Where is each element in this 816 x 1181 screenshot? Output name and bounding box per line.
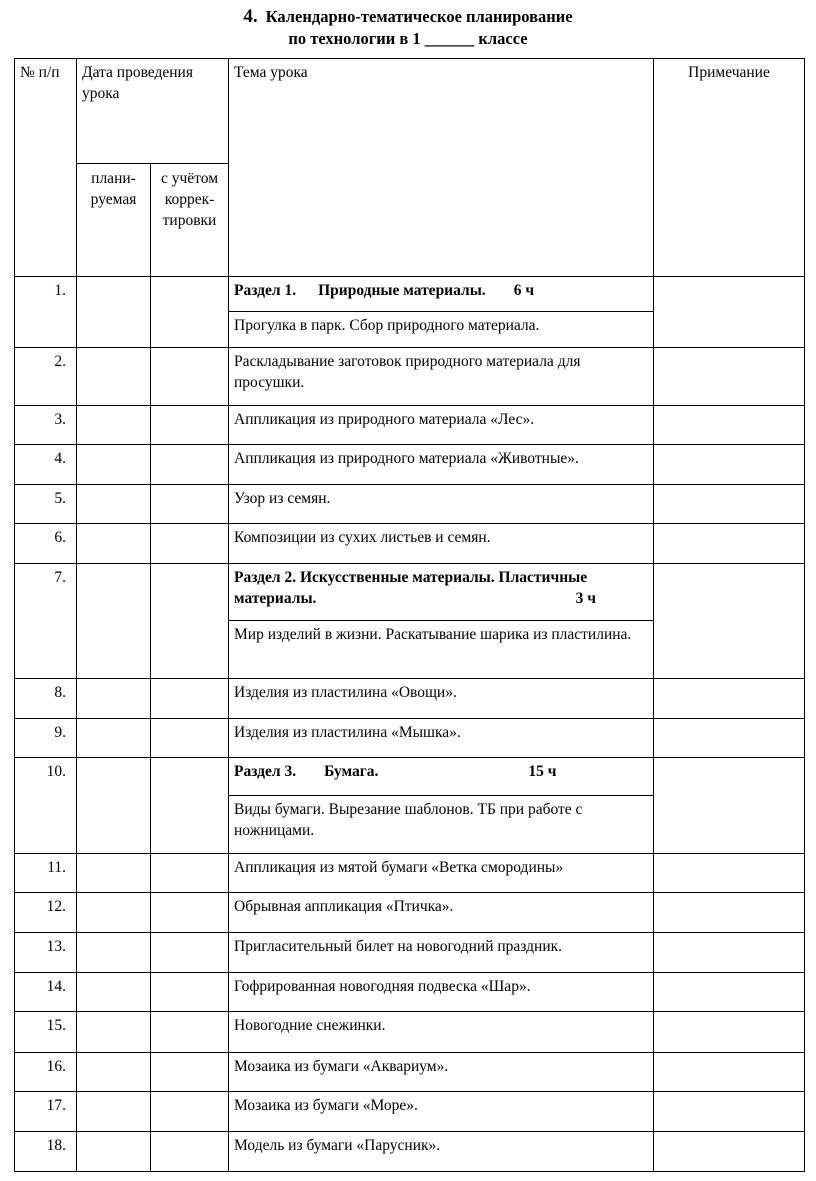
note-cell xyxy=(654,1092,805,1132)
note-cell xyxy=(654,933,805,973)
date-corrected-cell xyxy=(151,445,229,485)
row-num: 6. xyxy=(15,524,77,564)
date-planned-cell xyxy=(77,758,151,854)
section-name: Природные материалы. xyxy=(318,282,486,299)
date-planned-cell xyxy=(77,406,151,445)
section-heading xyxy=(229,277,654,312)
section-name: Бумага. xyxy=(324,763,379,780)
date-corrected-cell xyxy=(151,1012,229,1053)
row-num: 8. xyxy=(15,679,77,719)
table-row xyxy=(15,1012,805,1053)
row-topic: Прогулка в парк. Сбор природного материала. xyxy=(229,312,654,348)
date-planned-cell xyxy=(77,524,151,564)
date-planned-cell xyxy=(77,1053,151,1092)
row-num: 7. xyxy=(15,564,77,679)
section-hours: 3 ч xyxy=(575,590,597,607)
date-corrected-cell xyxy=(151,348,229,406)
date-corrected-cell xyxy=(151,1053,229,1092)
table-row xyxy=(15,679,805,719)
section-label: Раздел 2. xyxy=(234,569,297,586)
row-topic: Модель из бумаги «Парусник». xyxy=(229,1132,654,1172)
date-planned-cell xyxy=(77,485,151,524)
table-row xyxy=(15,406,805,445)
section-label: Раздел 1. xyxy=(234,282,297,299)
date-planned-cell xyxy=(77,893,151,933)
date-planned-cell xyxy=(77,679,151,719)
date-planned-cell xyxy=(77,973,151,1012)
table-row xyxy=(15,973,805,1012)
note-cell xyxy=(654,679,805,719)
table-row xyxy=(15,1132,805,1172)
date-planned-cell xyxy=(77,719,151,758)
note-cell xyxy=(654,893,805,933)
table-row xyxy=(15,524,805,564)
table-row xyxy=(15,485,805,524)
table-row xyxy=(15,854,805,893)
table-row xyxy=(15,1053,805,1092)
header-date-planned: плани-руемая xyxy=(77,164,151,277)
note-cell xyxy=(654,854,805,893)
row-num: 12. xyxy=(15,893,77,933)
document-title xyxy=(0,6,816,50)
section-heading xyxy=(229,758,654,796)
row-num: 4. xyxy=(15,445,77,485)
header-date: Дата проведения урока xyxy=(77,59,229,164)
date-corrected-cell xyxy=(151,893,229,933)
date-corrected-cell xyxy=(151,1092,229,1132)
note-cell xyxy=(654,758,805,854)
row-num: 17. xyxy=(15,1092,77,1132)
table-row xyxy=(15,348,805,406)
row-topic: Виды бумаги. Вырезание шаблонов. ТБ при работе с ножницами. xyxy=(229,796,654,854)
note-cell xyxy=(654,1132,805,1172)
row-num: 10. xyxy=(15,758,77,854)
date-corrected-cell xyxy=(151,406,229,445)
date-corrected-cell xyxy=(151,758,229,854)
lesson-plan-table xyxy=(14,58,805,1172)
row-topic: Гофрированная новогодняя подвеска «Шар». xyxy=(229,973,654,1012)
date-planned-cell xyxy=(77,1132,151,1172)
note-cell xyxy=(654,445,805,485)
row-num: 14. xyxy=(15,973,77,1012)
note-cell xyxy=(654,485,805,524)
table-row xyxy=(15,277,805,312)
date-corrected-cell xyxy=(151,485,229,524)
note-cell xyxy=(654,524,805,564)
date-planned-cell xyxy=(77,348,151,406)
row-num: 18. xyxy=(15,1132,77,1172)
row-num: 5. xyxy=(15,485,77,524)
date-corrected-cell xyxy=(151,1132,229,1172)
section-label: Раздел 3. xyxy=(234,763,297,780)
row-topic: Мозаика из бумаги «Море». xyxy=(229,1092,654,1132)
note-cell xyxy=(654,1053,805,1092)
date-corrected-cell xyxy=(151,524,229,564)
note-cell xyxy=(654,719,805,758)
date-corrected-cell xyxy=(151,679,229,719)
date-planned-cell xyxy=(77,933,151,973)
row-num: 11. xyxy=(15,854,77,893)
section-hours: 15 ч xyxy=(528,763,557,780)
row-num: 2. xyxy=(15,348,77,406)
row-num: 3. xyxy=(15,406,77,445)
section-name: Искусственные материалы. Пластичные материалы. xyxy=(234,569,588,607)
date-planned-cell xyxy=(77,1012,151,1053)
row-topic: Пригласительный билет на новогодний праздник. xyxy=(229,933,654,973)
date-planned-cell xyxy=(77,1092,151,1132)
table-row xyxy=(15,893,805,933)
header-topic: Тема урока xyxy=(229,59,654,277)
note-cell xyxy=(654,348,805,406)
row-topic: Узор из семян. xyxy=(229,485,654,524)
row-topic: Обрывная аппликация «Птичка». xyxy=(229,893,654,933)
row-num: 9. xyxy=(15,719,77,758)
table-header-row xyxy=(15,59,805,164)
row-topic: Мир изделий в жизни. Раскатывание шарика из пластилина. xyxy=(229,621,654,679)
table-row xyxy=(15,564,805,621)
section-heading xyxy=(229,564,654,621)
header-num: № п/п xyxy=(15,59,77,277)
row-topic: Аппликация из мятой бумаги «Ветка смородины» xyxy=(229,854,654,893)
note-cell xyxy=(654,564,805,679)
row-topic: Новогодние снежинки. xyxy=(229,1012,654,1053)
header-date-corrected: с учётом коррек-тировки xyxy=(151,164,229,277)
note-cell xyxy=(654,973,805,1012)
date-corrected-cell xyxy=(151,854,229,893)
header-note: Примечание xyxy=(654,59,805,277)
date-corrected-cell xyxy=(151,564,229,679)
date-corrected-cell xyxy=(151,719,229,758)
row-num: 13. xyxy=(15,933,77,973)
row-topic: Мозаика из бумаги «Аквариум». xyxy=(229,1053,654,1092)
date-corrected-cell xyxy=(151,933,229,973)
row-topic: Раскладывание заготовок природного материала для просушки. xyxy=(229,348,654,406)
table-row xyxy=(15,758,805,796)
row-num: 1. xyxy=(15,277,77,348)
table-row xyxy=(15,933,805,973)
row-num: 15. xyxy=(15,1012,77,1053)
date-planned-cell xyxy=(77,854,151,893)
date-corrected-cell xyxy=(151,973,229,1012)
title-line-1 xyxy=(0,6,816,28)
date-corrected-cell xyxy=(151,277,229,348)
note-cell xyxy=(654,1012,805,1053)
date-planned-cell xyxy=(77,445,151,485)
note-cell xyxy=(654,277,805,348)
row-topic: Композиции из сухих листьев и семян. xyxy=(229,524,654,564)
row-num: 16. xyxy=(15,1053,77,1092)
row-topic: Аппликация из природного материала «Лес». xyxy=(229,406,654,445)
note-cell xyxy=(654,406,805,445)
section-number: 4. xyxy=(243,6,258,27)
table-row xyxy=(15,719,805,758)
date-planned-cell xyxy=(77,564,151,679)
table-row xyxy=(15,445,805,485)
table-row xyxy=(15,1092,805,1132)
row-topic: Аппликация из природного материала «Животные». xyxy=(229,445,654,485)
section-hours: 6 ч xyxy=(513,282,535,299)
date-planned-cell xyxy=(77,277,151,348)
title-text: Календарно-тематическое планирование xyxy=(265,7,573,26)
title-line-2: по технологии в 1 ______ классе xyxy=(288,29,528,48)
row-topic: Изделия из пластилина «Овощи». xyxy=(229,679,654,719)
row-topic: Изделия из пластилина «Мышка». xyxy=(229,719,654,758)
